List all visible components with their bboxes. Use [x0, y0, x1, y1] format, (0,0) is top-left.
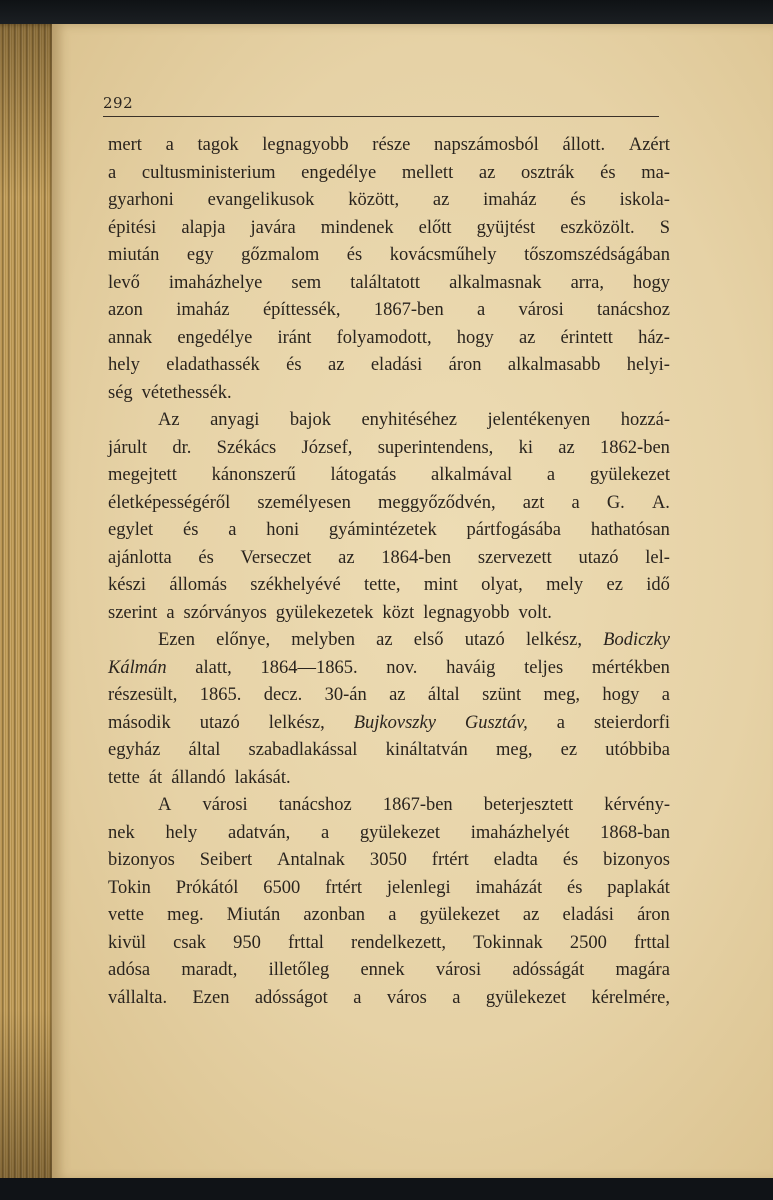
word: gyülekezet	[419, 905, 500, 925]
word: azonban	[303, 905, 366, 925]
word: olyat,	[481, 575, 523, 595]
word: alkalmasnak	[449, 272, 542, 293]
word: 1867-ben	[373, 300, 444, 320]
word: az	[328, 355, 345, 375]
word: imaházhelyét	[470, 822, 570, 843]
word: között,	[348, 190, 400, 210]
word: kérvény-	[604, 795, 670, 815]
word: legnagyobb	[423, 602, 510, 623]
word: tette,	[364, 575, 401, 595]
word: 1862-ben	[600, 437, 670, 458]
text-line	[108, 352, 670, 380]
word: 2500	[569, 932, 607, 953]
word: G.	[606, 492, 625, 513]
word: és	[570, 190, 586, 210]
word: a	[165, 135, 174, 155]
word: tette	[108, 767, 140, 788]
word: egy	[186, 245, 214, 265]
word: közt	[382, 602, 415, 623]
word: Miután	[226, 905, 281, 925]
word: helyi-	[626, 355, 670, 375]
word: városi	[518, 300, 564, 320]
word: superintendens,	[377, 437, 494, 458]
word: gyülekezet	[485, 987, 567, 1008]
word: gyülekezet	[589, 465, 670, 485]
word: Ezen	[192, 987, 230, 1008]
text-line	[108, 792, 670, 820]
word: A.	[651, 492, 670, 513]
word: eladási	[370, 355, 423, 375]
word: 1868-ban	[600, 822, 670, 843]
word: engedélye	[301, 162, 377, 183]
word: beterjesztett	[483, 795, 574, 815]
word: gyüjtést	[476, 217, 536, 238]
word: hogy	[602, 685, 640, 705]
word: utazó	[578, 547, 619, 568]
word: Ezen	[158, 630, 195, 650]
word: a	[661, 685, 670, 705]
word: jelentékenyen	[487, 410, 591, 430]
word: állandó	[171, 767, 226, 788]
word: ma-	[641, 162, 670, 183]
word: az	[522, 905, 540, 925]
word: része	[372, 135, 411, 155]
word: tanácshoz	[278, 795, 352, 815]
word: bizonyos	[603, 850, 670, 870]
text-line	[108, 710, 670, 738]
word: városi	[435, 960, 482, 980]
word: iránt	[277, 327, 312, 348]
word: mely	[546, 575, 584, 595]
word: második	[108, 712, 171, 733]
word: gyülekezet	[359, 822, 441, 843]
word: mint	[423, 575, 458, 595]
word: pártfogásába	[466, 520, 562, 540]
word: Tokin	[108, 877, 151, 898]
word: imaház	[483, 190, 537, 210]
word: gyarhoni	[108, 190, 174, 210]
word: kérelmére,	[591, 987, 670, 1008]
word: bajok	[289, 410, 331, 430]
text-line	[108, 380, 670, 408]
word: gyülekezetek	[275, 602, 374, 623]
word: decz.	[263, 685, 303, 705]
word: az	[478, 162, 496, 183]
word: alkalmasabb	[507, 355, 601, 375]
word: és	[198, 547, 214, 568]
word: eladta	[493, 850, 538, 870]
word: Bodiczky	[603, 630, 670, 650]
word: gyámintézetek	[328, 520, 437, 540]
word: paplakát	[607, 877, 670, 898]
text-line	[108, 187, 670, 215]
word: 1867-ben	[382, 795, 453, 815]
word: vétethessék.	[141, 382, 232, 403]
word: teljes	[524, 657, 564, 678]
word: a	[546, 465, 556, 485]
word: kovácsműhely	[389, 245, 497, 265]
text-line	[108, 600, 670, 628]
word: kivül	[108, 932, 147, 953]
word: annak	[108, 327, 153, 348]
word: eszközölt.	[560, 217, 635, 238]
word: a	[452, 987, 461, 1008]
word: járult	[108, 437, 148, 458]
word: lelkész,	[268, 712, 325, 733]
word: vette	[108, 905, 144, 925]
word: a	[108, 162, 117, 183]
word: szerint	[108, 602, 158, 623]
word: vállalta.	[108, 987, 168, 1008]
word: szabadlakással	[248, 740, 358, 760]
word: magára	[615, 960, 670, 980]
word: és	[567, 877, 583, 898]
word: illetőleg	[268, 960, 330, 980]
word: székhelyévé	[250, 575, 341, 595]
text-line	[108, 875, 670, 903]
text-line	[108, 435, 670, 463]
word: egylet	[108, 520, 154, 540]
word: által	[188, 740, 221, 760]
word: a	[353, 987, 362, 1008]
word: állomás	[169, 575, 227, 595]
word: imaház	[176, 300, 230, 320]
word: életképességéről	[108, 492, 231, 513]
text-line	[108, 682, 670, 710]
text-line	[108, 572, 670, 600]
word: városi	[202, 795, 248, 815]
word: az	[432, 190, 450, 210]
word: kináltatván	[385, 740, 468, 760]
text-line	[108, 517, 670, 545]
word: eladathassék	[166, 355, 260, 375]
word: ség	[108, 382, 133, 403]
word: frtért	[431, 850, 469, 870]
word: szórványos	[183, 602, 267, 623]
word: Tokinnak	[473, 932, 543, 953]
word: adósságot	[254, 987, 328, 1008]
word: az	[558, 437, 575, 458]
word: előnye,	[216, 630, 271, 650]
word: Az	[158, 410, 180, 430]
word: 950	[233, 932, 261, 953]
word: gőzmalom	[241, 245, 320, 265]
word: cultusministerium	[141, 162, 276, 183]
word: a	[228, 520, 237, 540]
word: alkalmával	[431, 465, 513, 485]
word: látogatás	[330, 465, 397, 485]
running-header	[103, 94, 659, 117]
word: ez	[560, 740, 578, 760]
word: egyház	[108, 740, 161, 760]
word: imaházát	[475, 877, 543, 898]
word: miután	[108, 245, 160, 265]
word: melyben	[291, 630, 355, 650]
word: hozzá-	[620, 410, 670, 430]
word: meggyőződvén,	[378, 492, 496, 513]
word: S	[659, 217, 670, 238]
word: érintett	[560, 327, 613, 348]
word: építtessék,	[262, 300, 341, 320]
word: Székács	[216, 437, 277, 458]
word: előtt	[418, 217, 452, 238]
word: és	[286, 355, 302, 375]
text-line	[108, 737, 670, 765]
word: iskola-	[619, 190, 670, 210]
word: találtatott	[350, 272, 421, 293]
word: folyamodott,	[336, 327, 432, 348]
word: utazó	[464, 630, 505, 650]
word: meg,	[543, 685, 580, 705]
word: város	[386, 987, 427, 1008]
word: a	[166, 602, 175, 623]
word: szervezett	[477, 547, 552, 568]
text-line	[108, 407, 670, 435]
word: volt.	[518, 602, 552, 623]
word: legnagyobb	[262, 135, 349, 155]
word: első	[413, 630, 444, 650]
word: mértékben	[591, 657, 670, 678]
word: napszámosból	[433, 135, 539, 155]
word: nov.	[386, 657, 418, 678]
word: meg.	[167, 905, 204, 925]
word: mert	[108, 135, 142, 155]
word: ki	[518, 437, 533, 458]
word: csak	[173, 932, 207, 953]
word: ennek	[360, 960, 405, 980]
word: utóbbiba	[605, 740, 670, 760]
text-line	[108, 902, 670, 930]
text-line	[108, 462, 670, 490]
word: bizonyos	[108, 850, 175, 870]
word: utazó	[199, 712, 240, 733]
word: Prókától	[175, 877, 239, 898]
word: lelkész,	[525, 630, 582, 650]
word: frtért	[325, 877, 363, 898]
word: anyagi	[210, 410, 260, 430]
word: jelenlegi	[386, 877, 451, 898]
word: alatt,	[195, 657, 232, 678]
word: rendelkezett,	[351, 932, 447, 953]
word: a	[320, 822, 330, 843]
word: tanácshoz	[597, 300, 670, 320]
word: át	[148, 767, 163, 788]
word: lakását.	[234, 767, 291, 788]
word: Kálmán	[108, 657, 167, 678]
word: a	[477, 300, 486, 320]
word: Verseczet	[240, 547, 312, 568]
word: frttal	[287, 932, 324, 953]
word: tőszomszédságában	[524, 245, 670, 265]
word: hogy	[456, 327, 494, 348]
word: haváig	[446, 657, 496, 678]
word: ez	[606, 575, 623, 595]
word: ház-	[638, 327, 670, 348]
word: Seibert	[199, 850, 253, 870]
word: és	[562, 850, 579, 870]
word: engedélye	[177, 327, 253, 348]
word: Gusztáv,	[464, 712, 528, 733]
word: meg,	[495, 740, 533, 760]
word: készi	[108, 575, 147, 595]
text-line	[108, 765, 670, 793]
word: idő	[646, 575, 670, 595]
word: honi	[266, 520, 300, 540]
word: sem	[291, 272, 322, 293]
word: levő	[108, 272, 140, 293]
text-line	[108, 325, 670, 353]
word: hely	[165, 822, 198, 843]
scanner-background-top	[0, 0, 773, 26]
word: 30-án	[324, 685, 367, 705]
word: áron	[448, 355, 482, 375]
text-line	[108, 820, 670, 848]
word: és	[182, 520, 199, 540]
word: József,	[301, 437, 353, 458]
word: lel-	[645, 547, 670, 568]
word: adósságát	[512, 960, 585, 980]
word: hely	[108, 355, 140, 375]
word: mellett	[401, 162, 454, 183]
word: maradt,	[181, 960, 238, 980]
word: az	[518, 327, 536, 348]
text-line	[108, 957, 670, 985]
word: 1864-ben	[381, 547, 452, 568]
word: és	[346, 245, 363, 265]
word: adósa	[108, 960, 151, 980]
word: 1864—1865.	[260, 657, 358, 678]
word: Azért	[628, 135, 670, 155]
word: megejtett	[108, 465, 177, 485]
word: Bujkovszky	[353, 712, 436, 733]
word: tagok	[197, 135, 239, 155]
word: a	[571, 492, 580, 513]
body-text	[108, 132, 670, 1012]
text-line	[108, 160, 670, 188]
word: javára	[250, 217, 296, 238]
word: által	[427, 685, 460, 705]
word: 3050	[369, 850, 407, 870]
word: adatván,	[228, 822, 291, 843]
text-line	[108, 490, 670, 518]
word: az	[376, 630, 393, 650]
word: nek	[108, 822, 135, 843]
word: az	[338, 547, 355, 568]
word: alapja	[181, 217, 226, 238]
word: mindenek	[320, 217, 394, 238]
text-line	[108, 297, 670, 325]
text-line	[108, 847, 670, 875]
word: és	[600, 162, 616, 183]
text-line	[108, 627, 670, 655]
word: frttal	[634, 932, 670, 953]
word: dr.	[172, 437, 192, 458]
text-line	[108, 132, 670, 160]
word: az	[389, 685, 406, 705]
text-line	[108, 655, 670, 683]
word: ajánlotta	[108, 547, 172, 568]
word: imaházhelye	[168, 272, 263, 293]
word: Antalnak	[277, 850, 345, 870]
text-line	[108, 985, 670, 1013]
word: szünt	[482, 685, 522, 705]
word: hogy	[632, 272, 670, 293]
word: eladási	[562, 905, 614, 925]
text-line	[108, 930, 670, 958]
word: épitési	[108, 217, 157, 238]
word: azon	[108, 300, 143, 320]
word: a	[388, 905, 397, 925]
word: azt	[522, 492, 545, 513]
word: evangelikusok	[207, 190, 315, 210]
word: személyesen	[257, 492, 351, 513]
word: enyhitéséhez	[361, 410, 457, 430]
word: osztrák	[521, 162, 575, 183]
text-line	[108, 270, 670, 298]
word: 1865.	[199, 685, 242, 705]
text-line	[108, 242, 670, 270]
word: a	[556, 712, 565, 733]
text-line	[108, 545, 670, 573]
word: 6500	[263, 877, 301, 898]
word: állott.	[562, 135, 606, 155]
word: áron	[637, 905, 670, 925]
word: steierdorfi	[593, 712, 670, 733]
scanner-background-bottom	[0, 1178, 773, 1200]
word: arra,	[570, 272, 604, 293]
book-page-edges	[0, 24, 58, 1184]
word: A	[158, 795, 172, 815]
text-line	[108, 215, 670, 243]
word: hathatósan	[590, 520, 670, 540]
word: részesült,	[108, 685, 178, 705]
page-number: 292	[103, 94, 134, 112]
word: kánonszerű	[211, 465, 296, 485]
